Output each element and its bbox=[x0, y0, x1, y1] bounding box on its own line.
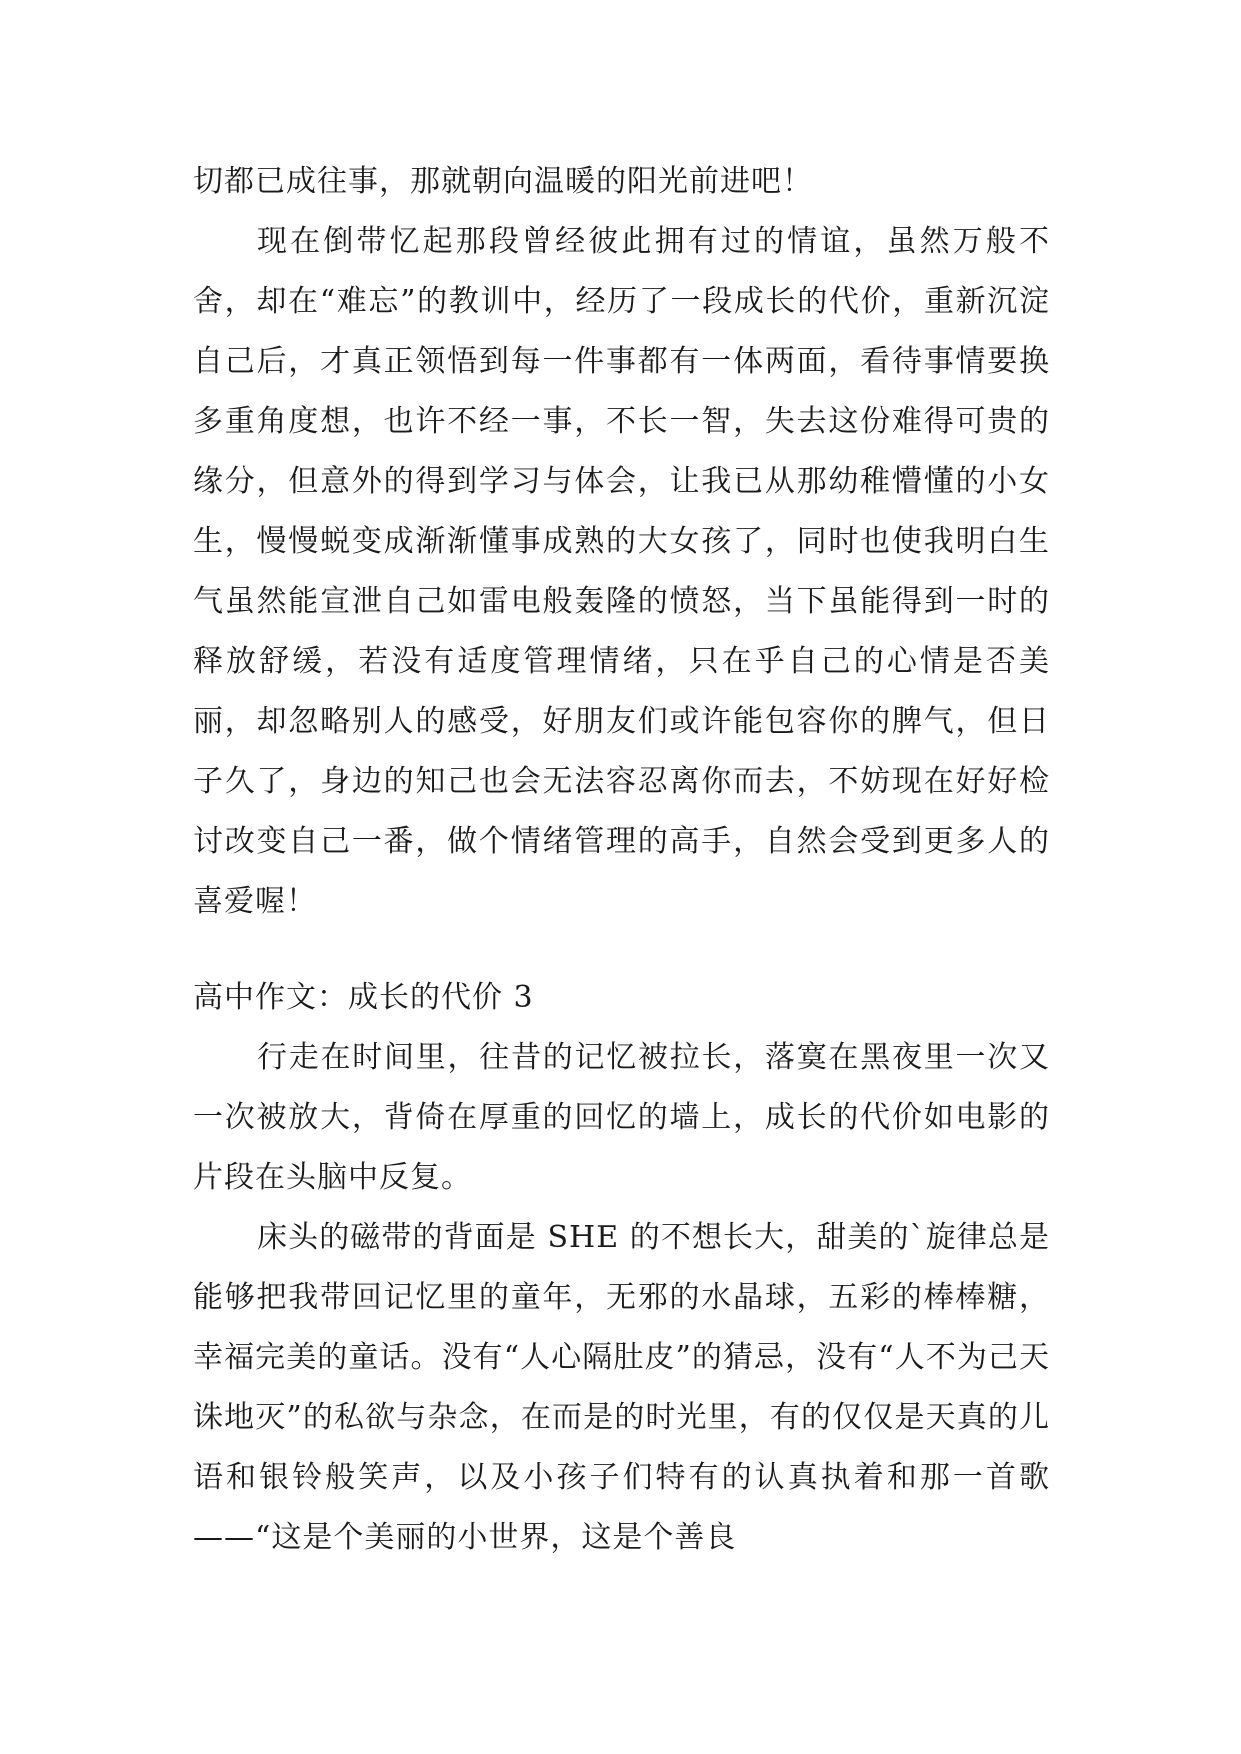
paragraph-childhood: 床头的磁带的背面是 SHE 的不想长大，甜美的`旋律总是能够把我带回记忆里的童年，无邪的水晶球，五彩的棒棒糖，幸福完美的童话。没有“人心隔肚皮”的猜忌，没有“人不为己天诛地灭”的私欲与杂念，在而是的时光里，有的仅仅是天真的儿语和银铃般笑声，以及小孩子们特有的认真执着和那一首歌——“这是个美丽的小世界，这是个善良 bbox=[193, 1220, 1050, 1555]
paragraph-continuation: 切都已成往事，那就朝向温暖的阳光前进吧！ bbox=[193, 164, 813, 199]
paragraph-memories: 行走在时间里，往昔的记忆被拉长，落寞在黑夜里一次又一次被放大，背倚在厚重的回忆的墙上，成长的代价如电影的片段在头脑中反复。 bbox=[193, 1040, 1050, 1195]
essay-section-3 bbox=[193, 968, 1050, 1568]
essay-title: 高中作文：成长的代价 3 bbox=[193, 980, 534, 1015]
previous-essay-section bbox=[193, 152, 1050, 932]
paragraph-reflection: 现在倒带忆起那段曾经彼此拥有过的情谊，虽然万般不舍，却在“难忘”的教训中，经历了一段成长的代价，重新沉淀自己后，才真正领悟到每一件事都有一体两面，看待事情要换多重角度想，也许不经一事，不长一智，失去这份难得可贵的缘分，但意外的得到学习与体会，让我已从那幼稚懵懂的小女生，慢慢蜕变成渐渐懂事成熟的大女孩了，同时也使我明白生气虽然能宣泄自己如雷电般轰隆的愤怒，当下虽能得到一时的释放舒缓，若没有适度管理情绪，只在乎自己的心情是否美丽，却忽略别人的感受，好朋友们或许能包容你的脾气，但日子久了，身边的知己也会无法容忍离你而去，不妨现在好好检讨改变自己一番，做个情绪管理的高手，自然会受到更多人的喜爱喔！ bbox=[193, 224, 1050, 919]
